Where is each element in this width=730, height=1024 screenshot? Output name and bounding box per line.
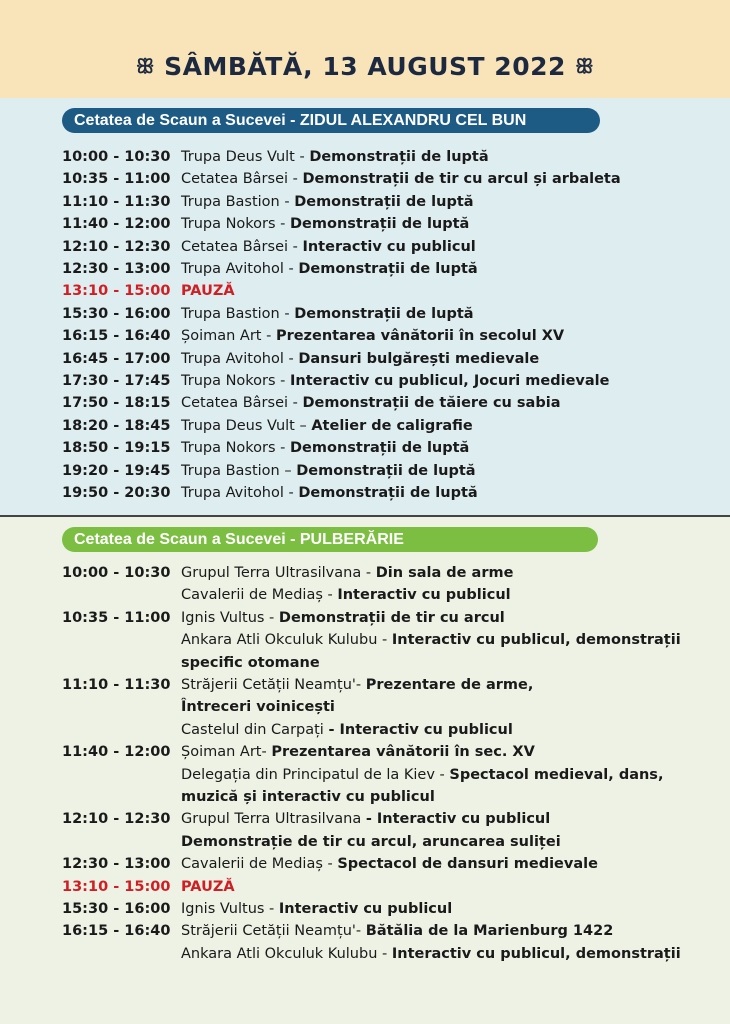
schedule-row [0,719,730,741]
row-event: Spectacol de dansuri medievale [337,856,598,873]
schedule-row [0,831,730,853]
row-description [181,460,476,482]
row-description [181,303,474,325]
row-time: 13:10 - 15:00 [62,878,171,895]
row-group: Cavalerii de Mediaș - [181,587,338,604]
row-event: Demonstrație de tir cu arcul, aruncarea suliței [181,833,561,850]
row-time: 10:00 - 10:30 [62,565,171,581]
schedule-row [0,764,730,786]
row-description [181,392,560,414]
row-group: Castelul din Carpați [181,721,329,738]
schedule-row [0,898,730,920]
schedule-row [0,562,730,584]
row-description [181,607,505,629]
row-time: 12:10 - 12:30 [62,238,171,255]
row-event: Bătălia de la Marienburg 1422 [365,923,614,940]
row-event: Interactiv cu publicul, Jocuri medievale [290,373,610,389]
schedule-row [0,741,730,763]
row-description [181,168,621,190]
row-time: 17:30 - 17:45 [62,373,171,389]
schedule-row [0,236,730,258]
row-time: 15:30 - 16:00 [62,901,171,917]
row-event: specific otomane [181,654,320,671]
schedule-row [0,325,730,347]
row-description [181,629,681,651]
row-description [181,719,513,741]
row-event: Interactiv cu publicul, demonstrații [391,945,681,962]
row-event: Demonstrații de tir cu arcul și arbaleta [302,171,621,188]
schedule-row [0,652,730,674]
row-description [181,786,435,808]
row-event: Interactiv cu publicul [302,238,476,255]
row-description [181,562,513,584]
row-group: Ignis Vultus - [181,609,279,626]
row-group: Grupul Terra Ultrasilvana - [181,565,376,581]
row-group: Șoiman Art- [181,744,272,761]
row-description [181,236,476,258]
row-group: Cetatea Bârsei - [181,171,303,188]
row-event: Demonstrații de luptă [294,193,474,210]
row-time: 19:20 - 19:45 [62,462,171,479]
row-group: Ankara Atli Okculuk Kulubu - [181,945,392,962]
row-description [181,415,473,437]
row-description [181,808,550,830]
row-description [181,370,609,392]
row-group: Trupa Nokors - [181,216,291,233]
row-event: Prezentare de arme, [365,677,534,693]
row-group: Trupa Bastion – [181,462,297,479]
row-time: 16:15 - 16:40 [62,923,171,940]
row-time: 16:15 - 16:40 [62,328,171,345]
row-description [181,943,681,965]
row-description [181,258,478,280]
row-group: Ankara Atli Okculuk Kulubu - [181,632,392,649]
row-event: Interactiv cu publicul, demonstrații [391,632,681,649]
row-description [181,348,539,370]
row-group: Șoiman Art - [181,328,276,345]
schedule-row [0,482,730,504]
schedule-row [0,808,730,830]
row-event: - Interactiv cu publicul [365,811,551,828]
row-time: 11:40 - 12:00 [62,216,171,233]
schedule-row [0,191,730,213]
schedule-row [0,853,730,875]
row-time: 12:30 - 13:00 [62,856,171,873]
row-description [181,584,511,606]
schedule-row [0,370,730,392]
row-group: Trupa Bastion - [181,305,295,322]
row-time: 10:00 - 10:30 [62,149,171,165]
row-description [181,146,489,168]
schedule-row [0,696,730,718]
section1-heading: Cetatea de Scaun a Sucevei - ZIDUL ALEXANDRU CEL BUN [62,108,600,133]
row-group: Trupa Avitohol - [181,350,299,367]
row-description [181,696,335,718]
row-group: Trupa Bastion - [181,193,295,210]
row-time: 11:10 - 11:30 [62,193,171,210]
row-time: 19:50 - 20:30 [62,485,171,501]
row-group: Grupul Terra Ultrasilvana [181,811,366,828]
ornament-right-icon: ꕥ [575,54,595,78]
schedule-row [0,920,730,942]
schedule-row [0,437,730,459]
row-group: Străjerii Cetății Neamțu'- [181,923,366,940]
row-description [181,437,469,459]
schedule-row [0,584,730,606]
row-event: Demonstrații de luptă [294,305,474,322]
row-event: Demonstrații de tir cu arcul [278,609,505,626]
row-event: PAUZĂ [181,878,235,895]
row-event: Demonstrații de luptă [290,216,470,233]
row-time: 15:30 - 16:00 [62,305,171,322]
row-time: 11:40 - 12:00 [62,744,171,761]
ornament-left-icon: ꕥ [135,54,155,78]
schedule-row [0,943,730,965]
row-description [181,741,535,763]
section2-heading: Cetatea de Scaun a Sucevei - PULBERĂRIE [62,527,598,552]
row-group: Delegația din Principatul de la Kiev - [181,766,450,783]
row-event: Demonstrații de luptă [298,485,478,501]
schedule-row [0,392,730,414]
row-description [181,213,469,235]
row-time: 18:20 - 18:45 [62,417,171,434]
row-description [181,853,598,875]
row-event: Demonstrații de luptă [296,462,476,479]
row-group: Trupa Nokors - [181,373,291,389]
row-group: Trupa Nokors - [181,440,291,457]
schedule-row [0,348,730,370]
schedule-row [0,629,730,651]
row-description [181,280,235,302]
schedule-row [0,258,730,280]
row-time: 10:35 - 11:00 [62,609,171,626]
row-event: Interactiv cu publicul [337,587,511,604]
schedule-row [0,146,730,168]
row-event: Demonstrații de luptă [290,440,470,457]
schedule-row [0,168,730,190]
row-group: Trupa Avitohol - [181,485,299,501]
header-banner [0,0,730,98]
row-group: Ignis Vultus - [181,901,279,917]
row-description [181,920,613,942]
row-event: Spectacol medieval, dans, [449,766,664,783]
row-group: Trupa Deus Vult - [181,149,310,165]
row-time: 16:45 - 17:00 [62,350,171,367]
row-group: Trupa Deus Vult – [181,417,312,434]
row-description [181,325,564,347]
row-description [181,191,474,213]
title-text: SÂMBĂTĂ, 13 AUGUST 2022 [164,52,566,81]
row-event: PAUZĂ [181,283,235,300]
row-description [181,876,235,898]
row-description [181,831,561,853]
row-group: Cetatea Bârsei - [181,238,303,255]
row-event: Prezentarea vânătorii în secolul XV [275,328,565,345]
row-group: Străjerii Cetății Neamțu'- [181,677,366,693]
row-time: 13:10 - 15:00 [62,283,171,300]
row-time: 10:35 - 11:00 [62,171,171,188]
row-event: Atelier de caligrafie [311,417,473,434]
row-event: Demonstrații de luptă [298,261,478,277]
row-event: - Interactiv cu publicul [328,721,513,738]
schedule-row [0,280,730,302]
row-description [181,898,452,920]
schedule-row [0,674,730,696]
row-event: muzică și interactiv cu publicul [181,789,435,805]
row-event: Dansuri bulgărești medievale [298,350,540,367]
schedule-row [0,460,730,482]
row-event: Din sala de arme [375,565,514,581]
row-description [181,652,320,674]
row-time: 17:50 - 18:15 [62,395,171,412]
schedule-row [0,786,730,808]
schedule-row [0,415,730,437]
schedule-row [0,876,730,898]
row-time: 11:10 - 11:30 [62,677,171,693]
row-time: 18:50 - 19:15 [62,440,171,457]
row-time: 12:30 - 13:00 [62,261,171,277]
row-event: Prezentarea vânătorii în sec. XV [271,744,535,761]
schedule-row [0,303,730,325]
row-group: Cetatea Bârsei - [181,395,303,412]
page-title [0,52,730,81]
schedule-row [0,213,730,235]
row-group: Cavalerii de Mediaș - [181,856,338,873]
row-description [181,674,533,696]
row-event: Interactiv cu publicul [278,901,453,917]
row-time: 12:10 - 12:30 [62,811,171,828]
row-event: Demonstrații de luptă [309,149,489,165]
row-description [181,764,663,786]
schedule-row [0,607,730,629]
row-description [181,482,478,504]
row-event: Întreceri voinicești [181,699,335,716]
row-group: Trupa Avitohol - [181,261,299,277]
row-event: Demonstrații de tăiere cu sabia [302,395,561,412]
